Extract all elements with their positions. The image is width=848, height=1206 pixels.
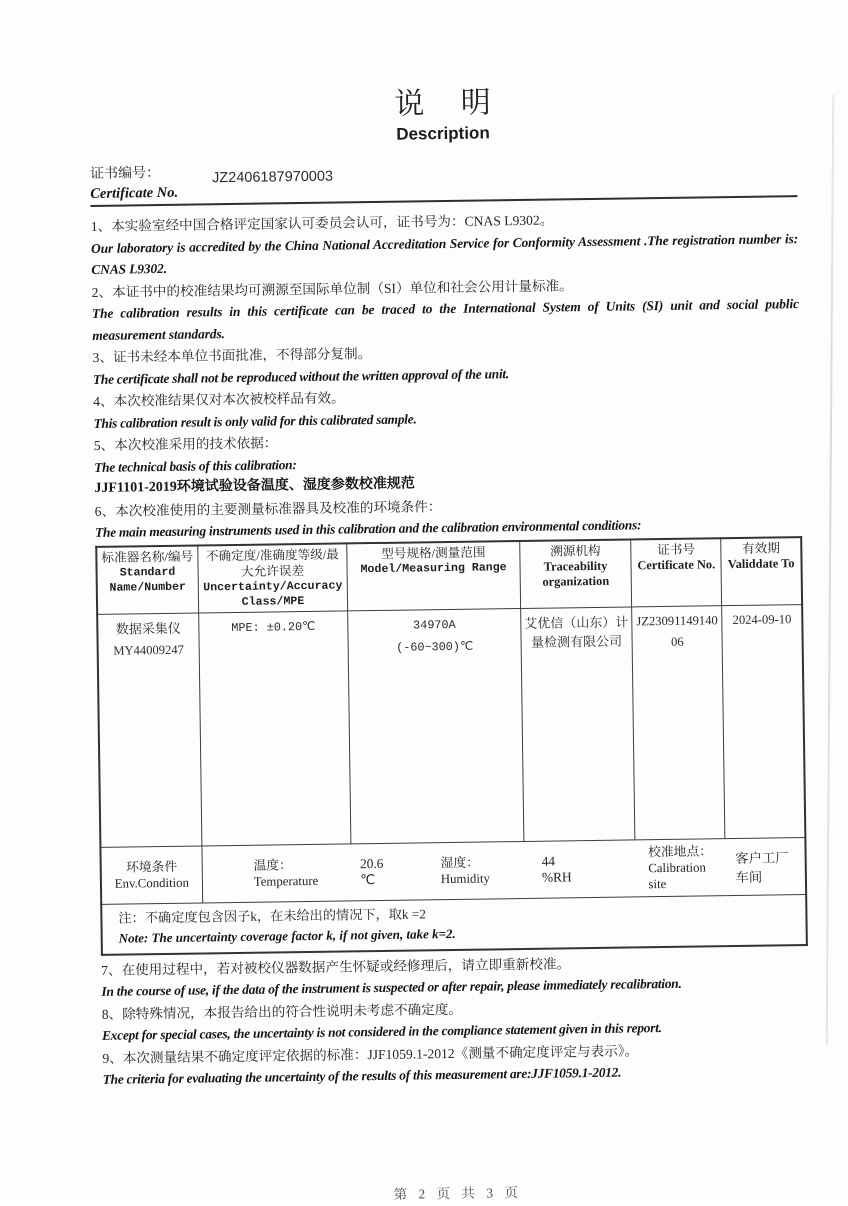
- page-title-cn: 说 明: [394, 86, 505, 121]
- standard-name: 数据采集仪: [115, 620, 181, 637]
- cell-env-values: [202, 837, 806, 902]
- note-item-4-cn: 4、本次校准结果仅对本次被校样品有效。: [93, 390, 345, 409]
- note-item-5: [94, 425, 802, 499]
- cell-model-range: [348, 608, 524, 843]
- note-item-9-cn: 9、本次测量结果不确定度评定依据的标准：JJF1059.1-2012《测量不确定度评定与表示》。: [102, 1042, 639, 1066]
- cell-validdate: [722, 604, 805, 838]
- header-standard-name: [96, 545, 198, 614]
- certificate-number-row: [90, 153, 798, 207]
- header-model-range-en: Model/Measuring Range: [360, 560, 507, 576]
- environment-row: [100, 837, 806, 904]
- validdate-value: 2024-09-10: [732, 611, 792, 627]
- note-item-2-cn: 2、本证书中的校准结果均可溯源至国际单位制（SI）单位和社会公用计量标准。: [91, 277, 573, 300]
- model-value: 34970A: [413, 617, 456, 633]
- site-label-en: Calibration site: [648, 859, 706, 891]
- header-certificate-no: [631, 538, 722, 607]
- cell-mpe: [198, 610, 351, 845]
- document-content: [89, 73, 812, 1206]
- certificate-label: [90, 161, 211, 203]
- range-value: (-60~300)℃: [396, 639, 474, 655]
- header-certificate-no-en: Certificate No.: [637, 556, 716, 572]
- note-item-5-standard: JJF1101-2019环境试验设备温度、湿度参数校准规范: [94, 476, 415, 496]
- header-traceability: [520, 539, 632, 608]
- standard-data-row: [97, 604, 805, 847]
- note-item-6: [95, 491, 803, 544]
- header-uncertainty-en: Uncertainty/Accuracy Class/MPE: [203, 578, 343, 609]
- mpe-value: MPE: ±0.20℃: [231, 619, 316, 635]
- standards-table: [95, 536, 808, 956]
- footer-page-number: 第 2 页 共 3 页: [393, 1184, 523, 1202]
- traceability-org: 艾优信（山东）计量检测有限公司: [524, 613, 629, 650]
- calibration-site-value: 客户工厂车间: [735, 849, 789, 885]
- humidity-value: 44 %RH: [541, 853, 572, 885]
- header-traceability-cn: 溯源机构: [550, 543, 601, 559]
- notes-top: [91, 206, 803, 543]
- note-item-3-cn: 3、证书未经本单位书面批准，不得部分复制。: [92, 346, 372, 365]
- temperature-label: [253, 856, 318, 889]
- cert-no-line2: 06: [670, 634, 684, 649]
- header-model-range-cn: 型号规格/测量范围: [381, 544, 486, 561]
- cert-no-line1: JZ23091149140: [636, 612, 718, 628]
- certificate-label-cn: 证书编号：: [89, 163, 161, 181]
- note-item-9-en: The criteria for evaluating the uncertainty of the results of this measurement are:JJF1059.1-2012.: [102, 1064, 622, 1087]
- note-item-6-en: The main measuring instruments used in this calibration and the calibration environmental conditions:: [94, 517, 642, 540]
- note-item-9: [102, 1038, 810, 1091]
- humidity-label-cn: 湿度：: [440, 855, 480, 870]
- header-uncertainty-cn: 不确定度/准确度等级/最大允许误差: [205, 547, 339, 579]
- note-item-2: [92, 272, 800, 346]
- env-label-en: Env.Condition: [114, 875, 190, 891]
- page-title-en: Description: [396, 123, 490, 144]
- certificate-number: JZ2406187970003: [211, 168, 334, 187]
- scan-edge-artifact: [826, 95, 835, 1045]
- note-item-4-en: This calibration result is only valid for this calibrated sample.: [93, 410, 417, 431]
- note-item-2-en: The calibration results in this certificate can be traced to the International System of Units (SI) unit and social public measurement standards.: [91, 296, 800, 343]
- temperature-label-cn: 温度：: [253, 857, 293, 873]
- note-item-5-cn: 5、本次校准采用的技术依据：: [93, 435, 278, 453]
- certificate-label-en: Certificate No.: [90, 184, 179, 202]
- note-item-3-en: The certificate shall not be reproduced without the written approval of the unit.: [92, 365, 510, 387]
- header-validdate-cn: 有效期: [741, 540, 780, 556]
- site-label-cn: 校准地点：: [647, 843, 713, 859]
- standard-number: MY44009247: [113, 642, 185, 658]
- note-item-8-cn: 8、除特殊情况，本报告给出的符合性说明未考虑不确定度。: [101, 1001, 463, 1022]
- note-item-7-en: In the course of use, if the data of the instrument is suspected or after repair, please immediately recalibration.: [101, 975, 682, 999]
- temperature-value: 20.6 ℃: [359, 855, 384, 887]
- note-item-5-en: The technical basis of this calibration:: [94, 456, 297, 475]
- cell-table-note: [101, 894, 807, 954]
- env-condition-label: [105, 858, 199, 891]
- notes-bottom: [101, 950, 810, 1091]
- cell-traceability-org: [521, 606, 635, 841]
- note-item-8-en: Except for special cases, the uncertainty is not considered in the compliance statement given in this report.: [101, 1020, 662, 1043]
- humidity-label-en: Humidity: [440, 870, 490, 886]
- cell-standard-name: [97, 612, 202, 846]
- header-traceability-en: Traceability organization: [542, 558, 610, 589]
- table-note-en: Note: The uncertainty coverage factor k, if not given, take k=2.: [118, 925, 456, 946]
- env-label-cn: 环境条件: [125, 859, 178, 875]
- humidity-label: [441, 854, 491, 887]
- header-validdate: [721, 537, 802, 606]
- header-certificate-no-cn: 证书号: [657, 542, 696, 557]
- header-standard-name-en: Standard Name/Number: [109, 565, 187, 595]
- note-item-1-en: Our laboratory is accredited by the China National Accreditation Service for Conformity Assessment .The registration number is: CNAS L9302.: [90, 230, 799, 277]
- table-header-row: [96, 537, 802, 614]
- header-validdate-en: Validdate To: [727, 555, 795, 571]
- note-item-6-cn: 6、本次校准使用的主要测量标准器具及校准的环境条件：: [94, 498, 442, 519]
- note-item-1-cn: 1、本实验室经中国合格评定国家认可委员会认可，证书号为：CNAS L9302。: [90, 212, 554, 234]
- header-standard-name-cn: 标准器名称/编号: [101, 549, 194, 565]
- table-note-row: [101, 894, 807, 954]
- table-note-cn: 注：不确定度包含因子k，在未给出的情况下，取k =2: [118, 905, 426, 926]
- temperature-label-en: Temperature: [253, 873, 319, 889]
- calibration-site-label: [648, 843, 714, 892]
- note-item-1: [91, 206, 799, 280]
- note-item-7-cn: 7、在使用过程中，若对被校仪器数据产生怀疑或经修理后，请立即重新校准。: [101, 955, 571, 978]
- cell-env-label: [100, 845, 202, 903]
- cell-certificate-no: [632, 605, 725, 839]
- header-model-range: [347, 541, 521, 611]
- env-values: [205, 842, 802, 898]
- header-uncertainty: [198, 543, 348, 613]
